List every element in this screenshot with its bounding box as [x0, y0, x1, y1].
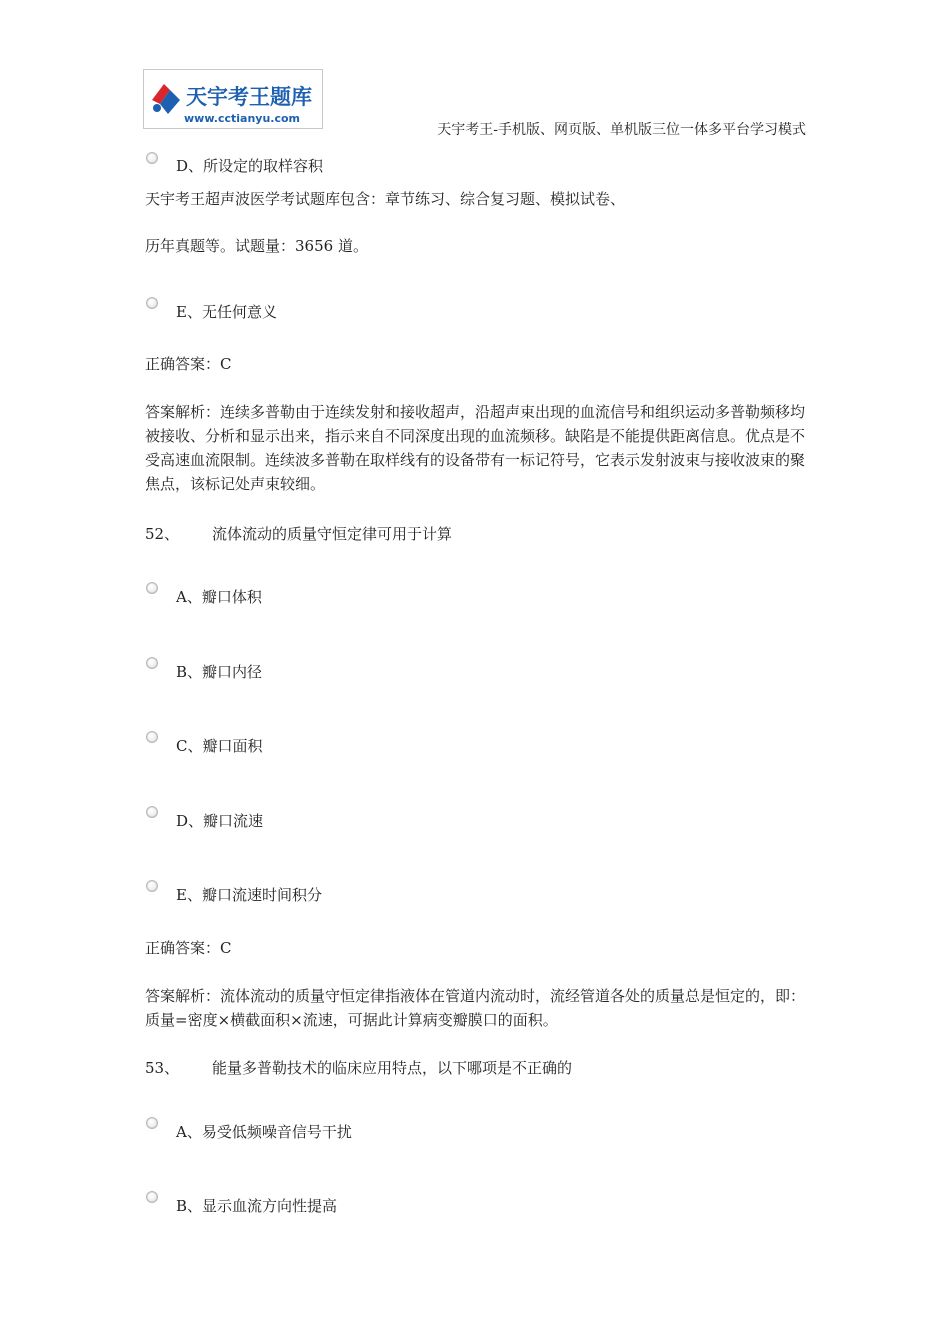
- radio-option-e[interactable]: [146, 880, 158, 892]
- option-d-label: D、瓣口流速: [176, 812, 264, 830]
- question-number: 53、: [145, 1059, 180, 1077]
- header-slogan: 天宇考王-手机版、网页版、单机版三位一体多平台学习模式: [437, 122, 806, 138]
- radio-option-e[interactable]: [146, 297, 158, 309]
- logo-url: www.cctianyu.com: [184, 112, 301, 125]
- option-e-label: E、无任何意义: [176, 303, 277, 321]
- correct-answer: 正确答案：C: [145, 939, 232, 957]
- answer-analysis: 答案解析：连续多普勒由于连续发射和接收超声，沿超声束出现的血流信号和组织运动多普勒频移均被接收、分析和显示出来，指示来自不同深度出现的血流频移。缺陷是不能提供距离信息。优点是不受高速血流限制。连续波多普勒在取样线有的设备带有一标记符号，它表示发射波束与接收波束的聚焦点，该标记处声束较细。: [145, 403, 806, 493]
- logo-title: 天宇考王题库: [186, 85, 312, 109]
- radio-option-a[interactable]: [146, 1117, 158, 1129]
- radio-option-d[interactable]: [146, 152, 158, 164]
- option-c-label: C、瓣口面积: [176, 737, 263, 755]
- question-text: 流体流动的质量守恒定律可用于计算: [212, 525, 453, 543]
- question-number: 52、: [145, 525, 180, 543]
- logo-mark-icon: [148, 78, 184, 118]
- logo: [143, 69, 323, 129]
- radio-option-b[interactable]: [146, 657, 158, 669]
- radio-option-b[interactable]: [146, 1191, 158, 1203]
- correct-answer: 正确答案：C: [145, 355, 232, 373]
- option-a-label: A、瓣口体积: [176, 588, 262, 606]
- ad-line-2: 历年真题等。试题量：3656 道。: [145, 237, 368, 255]
- answer-analysis: 答案解析：流体流动的质量守恒定律指液体在管道内流动时，流经管道各处的质量总是恒定的，即：质量=密度×横截面积×流速，可据此计算病变瓣膜口的面积。: [145, 987, 806, 1029]
- radio-option-a[interactable]: [146, 582, 158, 594]
- option-e-label: E、瓣口流速时间积分: [176, 886, 322, 904]
- option-a-label: A、易受低频噪音信号干扰: [176, 1123, 352, 1141]
- ad-line-1: 天宇考王超声波医学考试题库包含：章节练习、综合复习题、模拟试卷、: [145, 190, 626, 208]
- option-b-label: B、瓣口内径: [176, 663, 263, 681]
- radio-option-c[interactable]: [146, 731, 158, 743]
- radio-option-d[interactable]: [146, 806, 158, 818]
- option-d-label: D、所设定的取样容积: [176, 157, 324, 175]
- option-b-label: B、显示血流方向性提高: [176, 1197, 338, 1215]
- question-text: 能量多普勒技术的临床应用特点，以下哪项是不正确的: [212, 1059, 573, 1077]
